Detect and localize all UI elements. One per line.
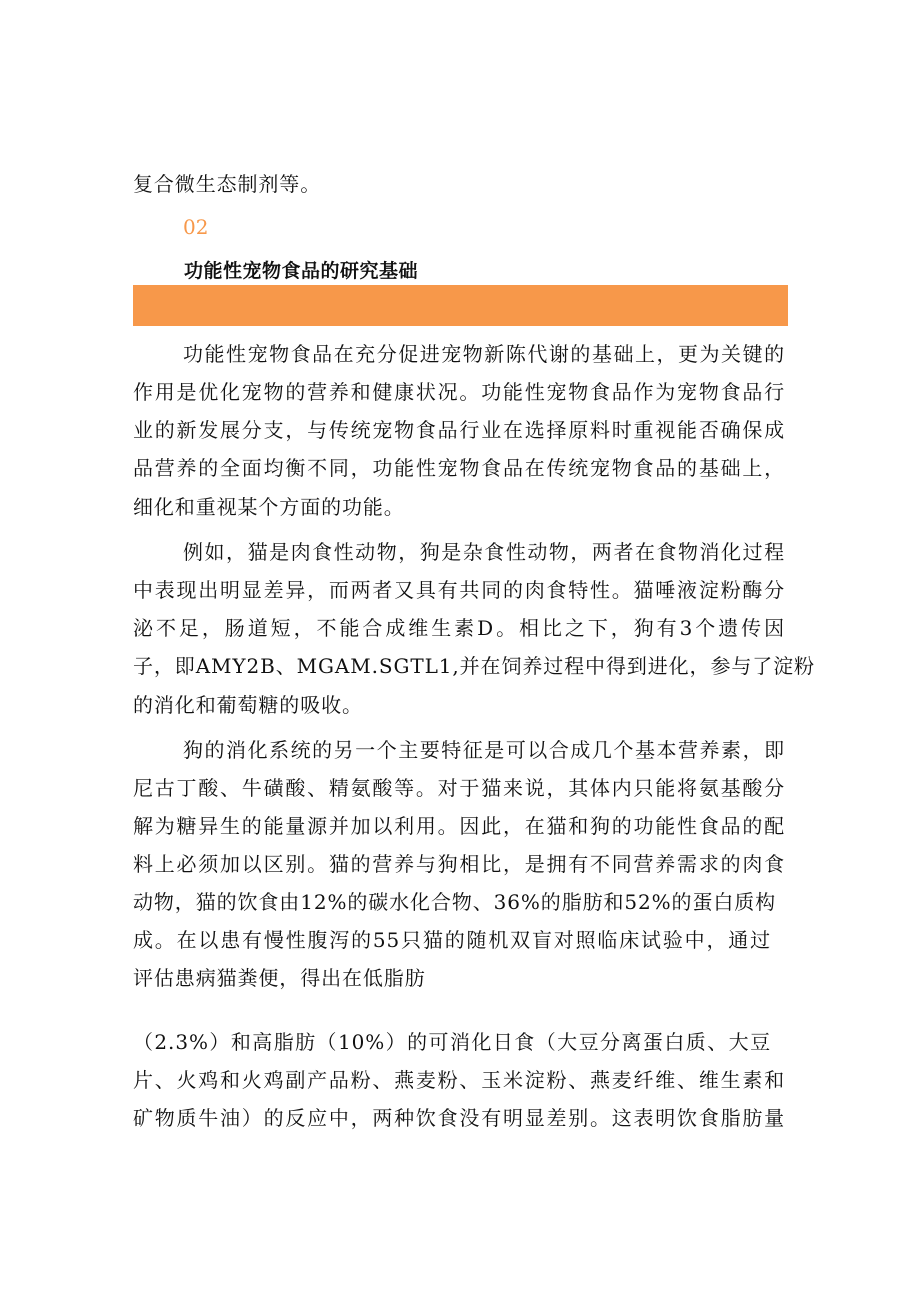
paragraph-line: 品营养的全面均衡不同，功能性宠物食品在传统宠物食品的基础上， — [133, 456, 785, 480]
paragraph-line: 评估患病猫粪便，得出在低脂肪 — [133, 966, 426, 990]
paragraph-line: 业的新发展分支，与传统宠物食品行业在选择原料时重视能否确保成 — [133, 418, 785, 442]
paragraph-line: 片、火鸡和火鸡副产品粉、燕麦粉、玉米淀粉、燕麦纤维、维生素和 — [133, 1068, 785, 1092]
paragraph-line: 料上必须加以区别。猫的营养与狗相比，是拥有不同营养需求的肉食 — [133, 852, 785, 876]
paragraph-line: 的消化和葡萄糖的吸收。 — [133, 693, 363, 717]
paragraph-line: 作用是优化宠物的营养和健康状况。功能性宠物食品作为宠物食品行 — [133, 380, 785, 404]
paragraph-line: 子，即AMY2B、MGAM.SGTL1,并在饲养过程中得到进化，参与了淀粉 — [133, 654, 815, 678]
paragraph-line: 细化和重视某个方面的功能。 — [133, 495, 405, 519]
paragraph-line: 例如，猫是肉食性动物，狗是杂食性动物，两者在食物消化过程 — [183, 540, 785, 564]
paragraph-line: 尼古丁酸、牛磺酸、精氨酸等。对于猫来说，其体内只能将氨基酸分 — [133, 776, 785, 800]
paragraph-line: 功能性宠物食品在充分促进宠物新陈代谢的基础上，更为关键的 — [183, 342, 785, 366]
paragraph-line: 动物，猫的饮食由12%的碳水化合物、36%的脂肪和52%的蛋白质构 — [133, 890, 777, 914]
paragraph-line: 泌不足，肠道短，不能合成维生素D。相比之下，狗有3个遗传因 — [133, 616, 785, 640]
section-divider-bar — [133, 285, 788, 326]
paragraph-line: 成。在以患有慢性腹泻的55只猫的随机双盲对照临床试验中，通过 — [133, 928, 771, 952]
section-title: 功能性宠物食品的研究基础 — [184, 260, 419, 282]
paragraph-line: 中表现出明显差异，而两者又具有共同的肉食特性。猫唾液淀粉酶分 — [133, 578, 785, 602]
lead-line: 复合微生态制剂等。 — [133, 172, 322, 196]
paragraph-line: （2.3%）和高脂肪（10%）的可消化日食（大豆分离蛋白质、大豆 — [133, 1030, 771, 1054]
paragraph-line: 狗的消化系统的另一个主要特征是可以合成几个基本营养素，即 — [183, 738, 785, 762]
paragraph-line: 矿物质牛油）的反应中，两种饮食没有明显差别。这表明饮食脂肪量 — [133, 1106, 785, 1130]
section-number: 02 — [183, 215, 209, 239]
paragraph-line: 解为糖异生的能量源并加以利用。因此，在猫和狗的功能性食品的配 — [133, 814, 785, 838]
